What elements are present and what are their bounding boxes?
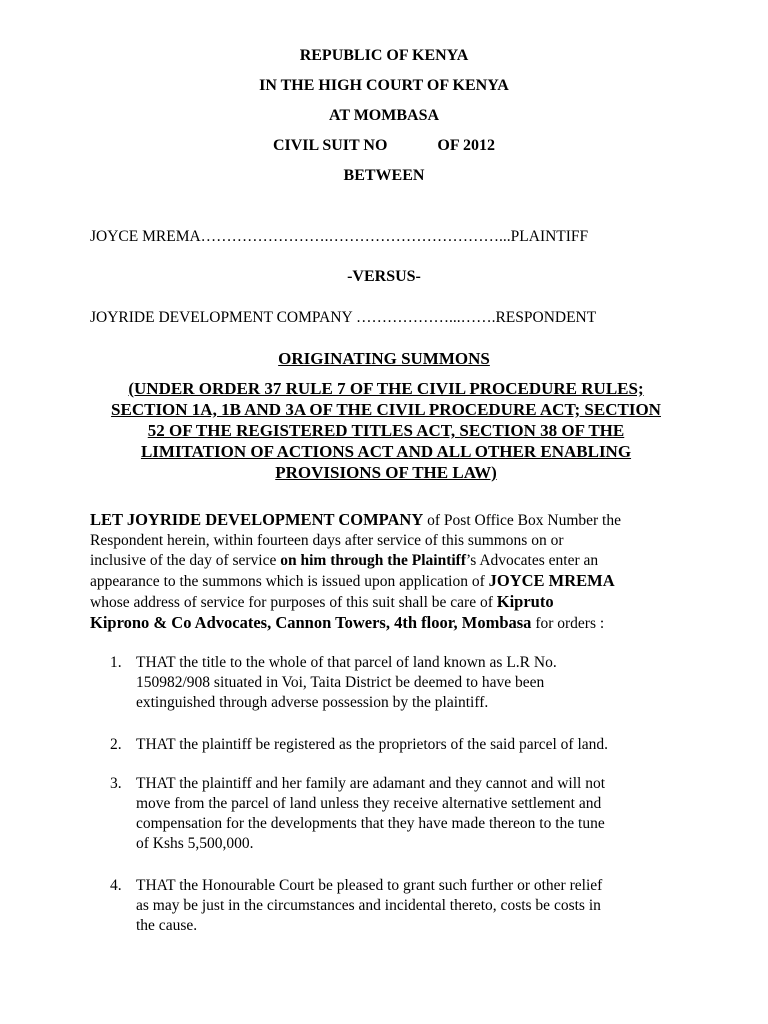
plaintiff-line: JOYCE MREMA…………………….……………………………...PLAINTIFF: [90, 228, 589, 245]
order-line: THAT the plaintiff be registered as the proprietors of the said parcel of land.: [136, 736, 609, 753]
heading-republic: REPUBLIC OF KENYA: [299, 47, 469, 64]
heading-court: IN THE HIGH COURT OF KENYA: [259, 77, 509, 94]
paragraph-line: [90, 551, 690, 571]
paragraph-text: appearance to the summons which is issued upon application of: [90, 573, 489, 590]
summons-paragraph: [90, 510, 690, 634]
order-number: 3.: [110, 775, 122, 792]
order-line: THAT the Honourable Court be pleased to grant such further or other relief: [136, 877, 603, 894]
paragraph-text: ’s Advocates enter an: [466, 552, 599, 569]
authority-line: PROVISIONS OF THE LAW): [275, 463, 497, 482]
authority-line: (UNDER ORDER 37 RULE 7 OF THE CIVIL PROCEDURE RULES;: [128, 379, 644, 398]
advocates-address: Kiprono & Co Advocates, Cannon Towers, 4th floor, Mombasa: [90, 613, 532, 632]
respondent-name: LET JOYRIDE DEVELOPMENT COMPANY: [90, 510, 424, 529]
order-line: move from the parcel of land unless they receive alternative settlement and: [136, 795, 602, 812]
suit-year: OF 2012: [437, 137, 496, 154]
order-number: 2.: [110, 736, 122, 753]
paragraph-bold-text: on him through the Plaintiff: [280, 552, 466, 569]
document-title: ORIGINATING SUMMONS: [278, 349, 490, 368]
order-line: THAT the title to the whole of that parcel of land known as L.R No.: [136, 654, 557, 671]
order-text: [136, 735, 696, 755]
paragraph-line: [90, 571, 690, 592]
heading-location: AT MOMBASA: [328, 107, 440, 124]
paragraph-text: whose address of service for purposes of this suit shall be care of: [90, 594, 497, 611]
respondent-line: JOYRIDE DEVELOPMENT COMPANY ………………...…….RESPONDENT: [90, 309, 597, 326]
order-line: the cause.: [136, 917, 198, 934]
paragraph-line: [90, 510, 690, 531]
order-line: of Kshs 5,500,000.: [136, 835, 254, 852]
authority-line: 52 OF THE REGISTERED TITLES ACT, SECTION 38 OF THE: [147, 421, 625, 440]
authority-line: SECTION 1A, 1B AND 3A OF THE CIVIL PROCEDURE ACT; SECTION: [111, 400, 661, 419]
plaintiff-name: JOYCE MREMA: [488, 571, 615, 590]
heading-suit-number: [0, 136, 768, 156]
paragraph-line: [90, 592, 690, 613]
heading-between: BETWEEN: [343, 167, 425, 184]
paragraph-text: for orders :: [531, 615, 605, 632]
order-line: THAT the plaintiff and her family are adamant and they cannot and will not: [136, 775, 606, 792]
order-text: [136, 774, 696, 854]
order-line: as may be just in the circumstances and incidental thereto, costs be costs in: [136, 897, 601, 914]
order-number: 4.: [110, 877, 122, 894]
order-text: [136, 876, 696, 936]
order-line: 150982/908 situated in Voi, Taita District be deemed to have been: [136, 674, 545, 691]
order-line: extinguished through adverse possession by the plaintiff.: [136, 694, 489, 711]
legal-authority-block: [90, 378, 682, 483]
versus-label: -VERSUS-: [347, 268, 421, 285]
paragraph-text: inclusive of the day of service: [90, 552, 281, 569]
order-text: [136, 653, 696, 713]
paragraph-line: [90, 613, 690, 634]
order-line: compensation for the developments that they have made thereon to the tune: [136, 815, 605, 832]
authority-line: LIMITATION OF ACTIONS ACT AND ALL OTHER ENABLING: [140, 442, 632, 461]
paragraph-text: of Post Office Box Number the: [423, 512, 621, 529]
suit-label: CIVIL SUIT NO: [272, 137, 388, 154]
order-number: 1.: [110, 654, 122, 671]
paragraph-line: Respondent herein, within fourteen days after service of this summons on or: [90, 532, 564, 549]
advocates-name: Kipruto: [496, 592, 554, 611]
